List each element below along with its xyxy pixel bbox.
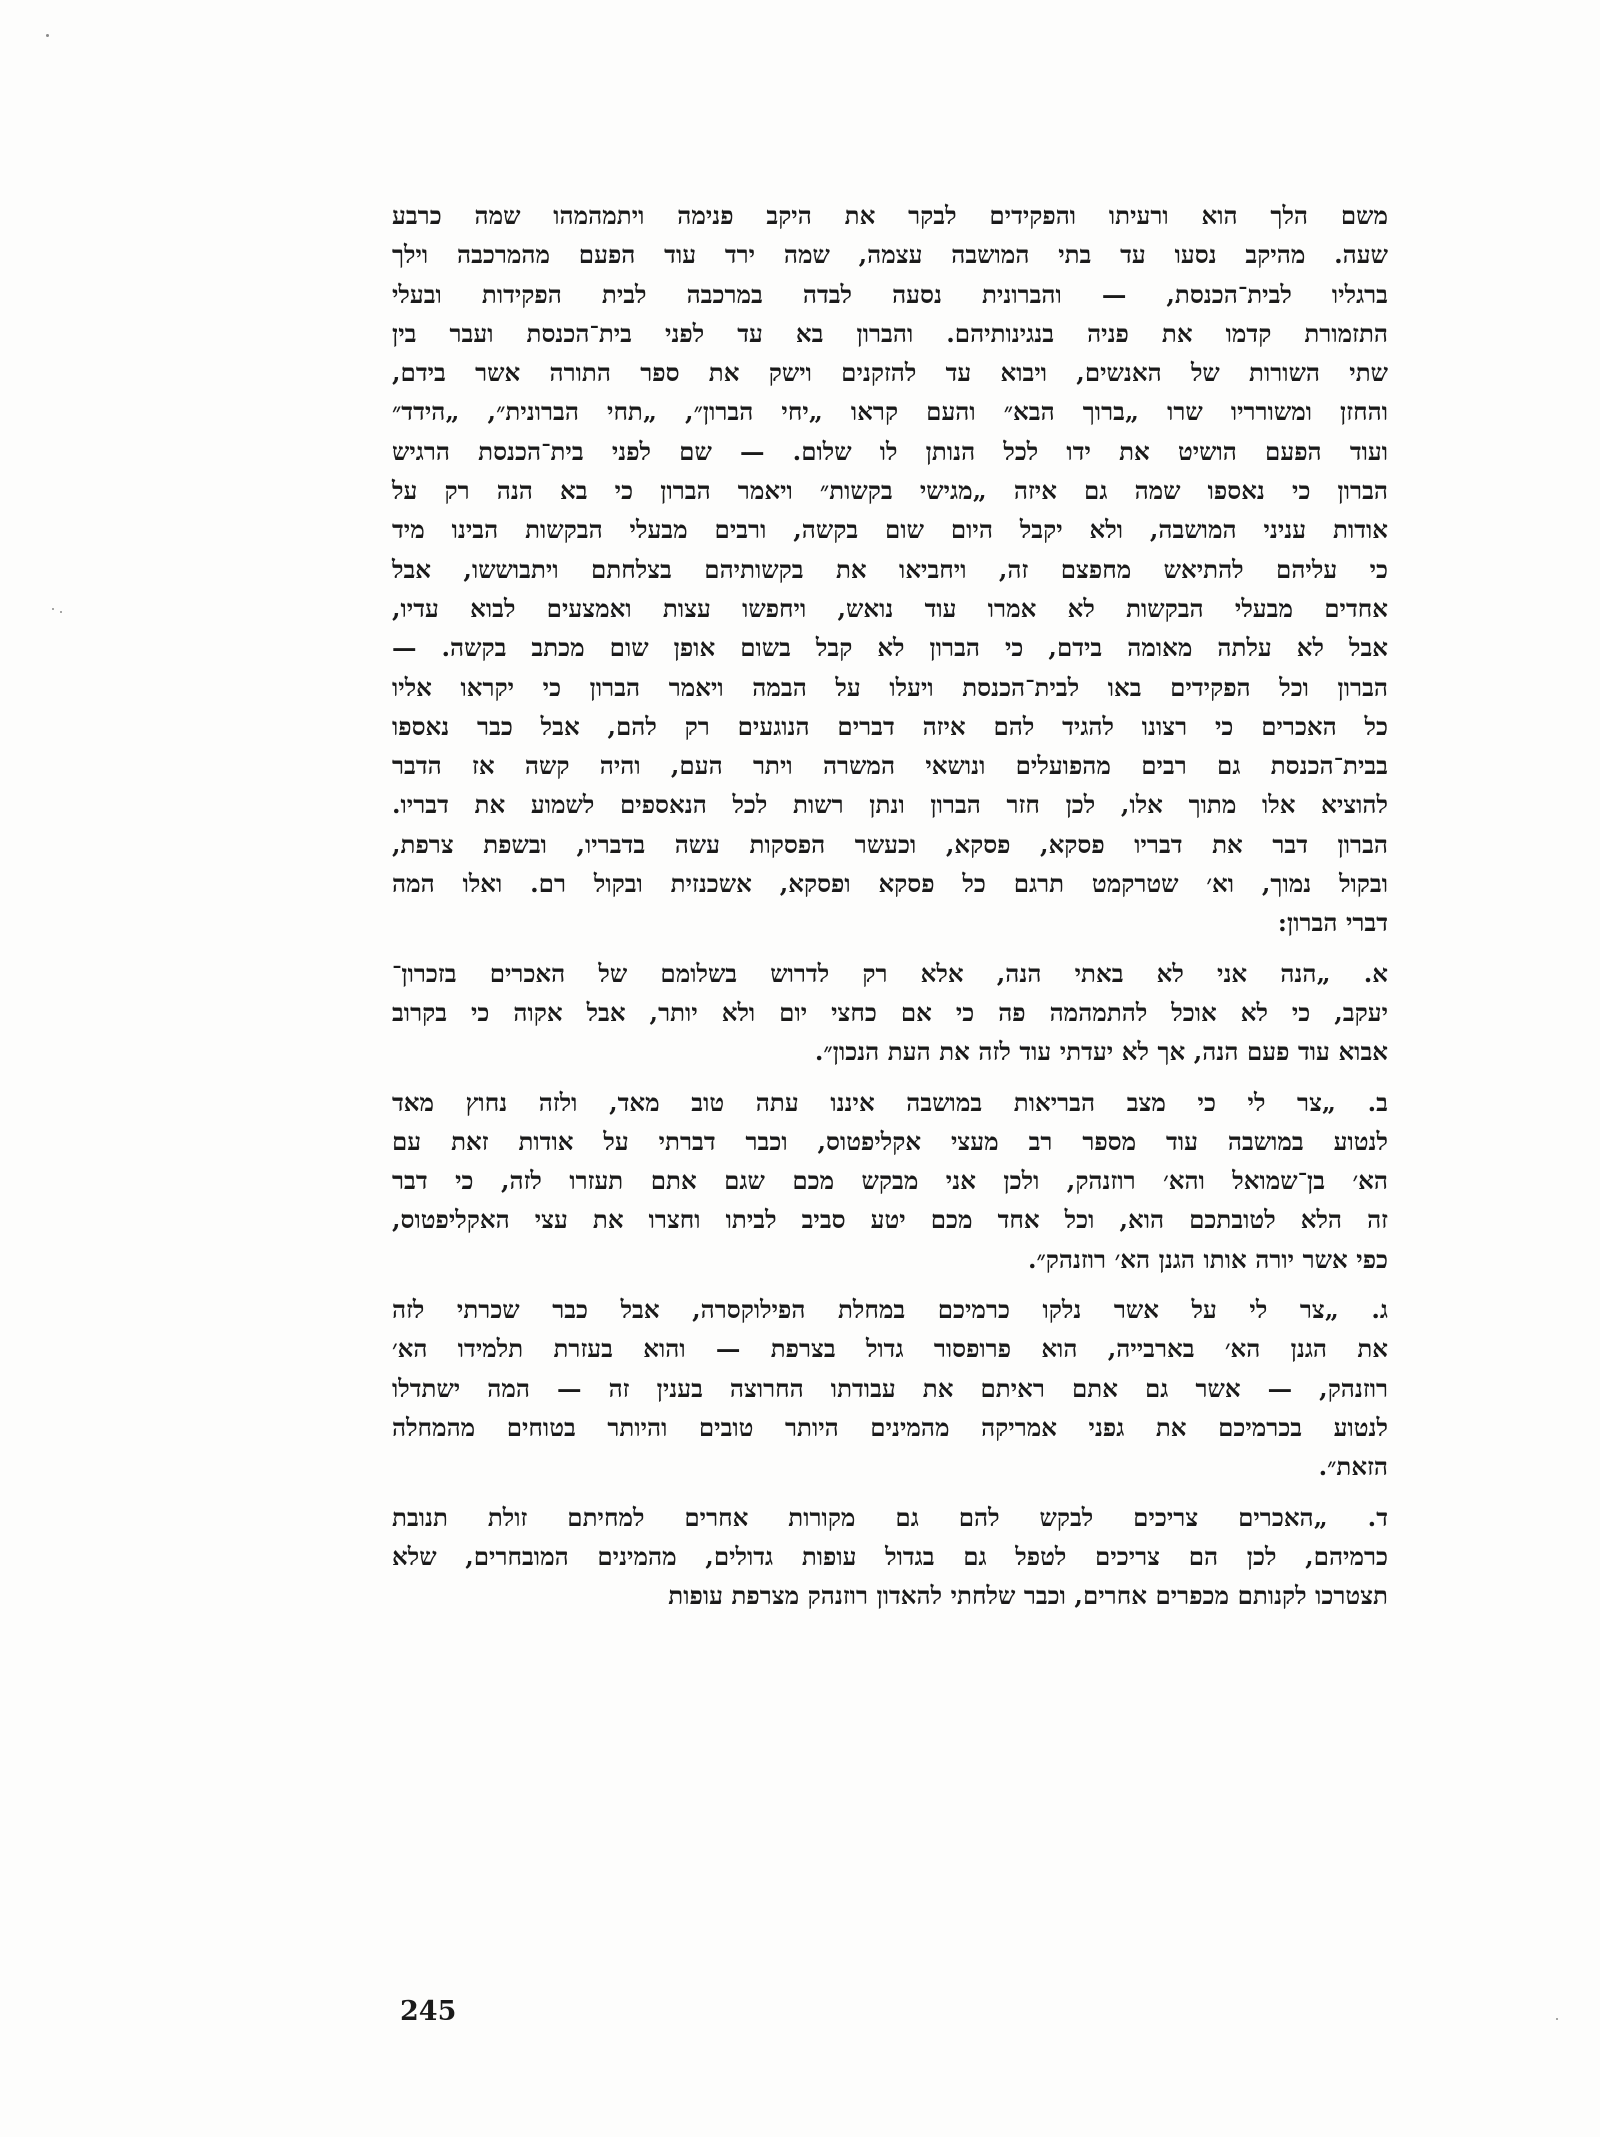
scan-speck [60, 611, 62, 613]
text-line: משם הלך הוא ורעיתו והפקידים לבקר את היקב פנימה ויתמהמהו שמה כרבע [392, 201, 1388, 230]
text-line: הברון דבר את דבריו פסקא, פסקא, וכעשר הפסקות עשה בדבריו, ובשפת צרפת, [392, 829, 1388, 859]
paragraph [392, 1083, 1388, 1279]
text-line: ברגליו לבית־הכנסת, — והברונית נסעה לבדה במרכבה לבית הפקידות ובעלי [392, 279, 1388, 309]
body-text [392, 196, 1388, 1615]
text-line: רוזנהק, — אשר גם אתם ראיתם את עבודתו החרוצה בענין זה — המה ישתדלו [392, 1373, 1388, 1403]
text-line: הזאת״. [1318, 1452, 1388, 1482]
text-line: כרמיהם, לכן הם צריכים לטפל גם בגדול עופות גדולים, מהמינים המובחרים, שלא [392, 1541, 1388, 1571]
paragraph-gap [392, 943, 1388, 954]
paragraph-gap [392, 1072, 1388, 1083]
text-line: התזמורת קדמו את פניה בנגינותיהם. והברון בא עד לפני בית־הכנסת ועבר בין [392, 318, 1388, 348]
scan-speck [1556, 2018, 1558, 2020]
text-line: ג. „צר לי על אשר נלקו כרמיכם במחלת הפילוקסרה, אבל כבר שכרתי לזה [392, 1295, 1388, 1325]
text-line: ועוד הפעם הושיט את ידו לכל הנותן לו שלום. — שם לפני בית־הכנסת הרגיש [392, 436, 1388, 466]
text-line: שתי השורות של האנשים, ויבוא עד להזקנים וישק את ספר התורה אשר בידם, [392, 358, 1388, 388]
paragraph-gap [392, 1279, 1388, 1290]
text-line: כל האכרים כי רצונו להגיד להם איזה דברים הנוגעים רק להם, אבל כבר נאספו [392, 711, 1388, 741]
paragraph-gap [392, 1487, 1388, 1498]
scan-speck [52, 608, 54, 610]
text-line: הברון כי נאספו שמה גם איזה „מגישי בקשות״ ויאמר הברון כי בא הנה רק על [392, 476, 1388, 506]
text-line: ב. „צר לי כי מצב הבריאות במושבה איננו עתה טוב מאד, ולזה נחוץ מאד [392, 1087, 1388, 1117]
text-line: דברי הברון: [1277, 908, 1388, 938]
text-line: בבית־הכנסת גם רבים מהפועלים ונושאי המשרה ויתר העם, והיה קשה אז הדבר [392, 751, 1388, 781]
paragraph [392, 1498, 1388, 1616]
text-line: זה הלא לטובתכם הוא, וכל אחד מכם יטע סביב לביתו וחצרו את עצי האקליפטוס, [392, 1205, 1388, 1235]
paragraph [392, 1290, 1388, 1486]
page-number: 245 [400, 1996, 457, 2027]
paragraph [392, 196, 1388, 943]
text-line: להוציא אלו מתוך אלו, לכן חזר הברון ונתן רשות לכל הנאספים לשמוע את דבריו. [392, 790, 1388, 820]
text-line: כי עליהם להתיאש מחפצם זה, ויחביאו את בקשותיהם בצלחתם ויתבוששו, אבל [392, 554, 1388, 584]
text-line: לנטוע בכרמיכם את גפני אמריקה מהמינים היותר טובים והיותר בטוחים מהמחלה [392, 1412, 1388, 1442]
text-line: כפי אשר יורה אותו הגנן הא׳ רוזנהק״. [1027, 1244, 1388, 1274]
text-line: את הגנן הא׳ בארבייה, הוא פרופסור גדול בצרפת — והוא בעזרת תלמידו הא׳ [392, 1334, 1388, 1364]
text-line: לנטוע במושבה עוד מספר רב מעצי אקליפטוס, וכבר דברתי על אודות זאת עם [392, 1126, 1388, 1156]
text-line: אחדים מבעלי הבקשות לא אמרו עוד נואש, ויחפשו עצות ואמצעים לבוא עדיו, [392, 593, 1388, 623]
text-line: והחזן ומשורריו שרו „ברוך הבא״ והעם קראו „יחי הברון״, „תחי הברונית״, „הידד״ [392, 397, 1388, 427]
text-line: יעקב, כי לא אוכל להתמהמה פה כי אם כחצי יום ולא יותר, אבל אקוה כי בקרוב [392, 997, 1388, 1027]
text-line: ד. „האכרים צריכים לבקש להם גם מקורות אחרים למחיתם זולת תנובת [392, 1502, 1388, 1532]
text-line: אבוא עוד פעם הנה, אך לא יעדתי עוד לזה את העת הנכון״. [814, 1037, 1388, 1067]
text-line: הא׳ בן־שמואל והא׳ רוזנהק, ולכן אני מבקש מכם שגם אתם תעזרו לזה, כי דבר [392, 1166, 1388, 1196]
text-line: תצטרכו לקנותם מכפרים אחרים, וכבר שלחתי להאדון רוזנהק מצרפת עופות [668, 1581, 1388, 1611]
text-line: ובקול נמוך, וא׳ שטרקמט תרגם כל פסקא ופסקא, אשכנזית ובקול רם. ואלו המה [392, 869, 1388, 899]
text-line: שעה. מהיקב נסעו עד בתי המושבה עצמה, שמה ירד עוד הפעם מהמרכבה וילך [392, 240, 1388, 270]
scan-speck [46, 34, 49, 37]
text-line: א. „הנה אני לא באתי הנה, אלא רק לדרוש בשלומם של האכרים בזכרון־ [392, 958, 1388, 988]
text-line: הברון וכל הפקידים באו לבית־הכנסת ויעלו על הבמה ויאמר הברון כי יקראו אליו [392, 672, 1388, 702]
text-line: אבל לא עלתה מאומה בידם, כי הברון לא קבל בשום אופן שום מכתב בקשה. — [392, 633, 1388, 663]
text-line: אודות עניני המושבה, ולא יקבל היום שום בקשה, ורבים מבעלי הבקשות הבינו מיד [392, 515, 1388, 545]
paragraph [392, 954, 1388, 1072]
